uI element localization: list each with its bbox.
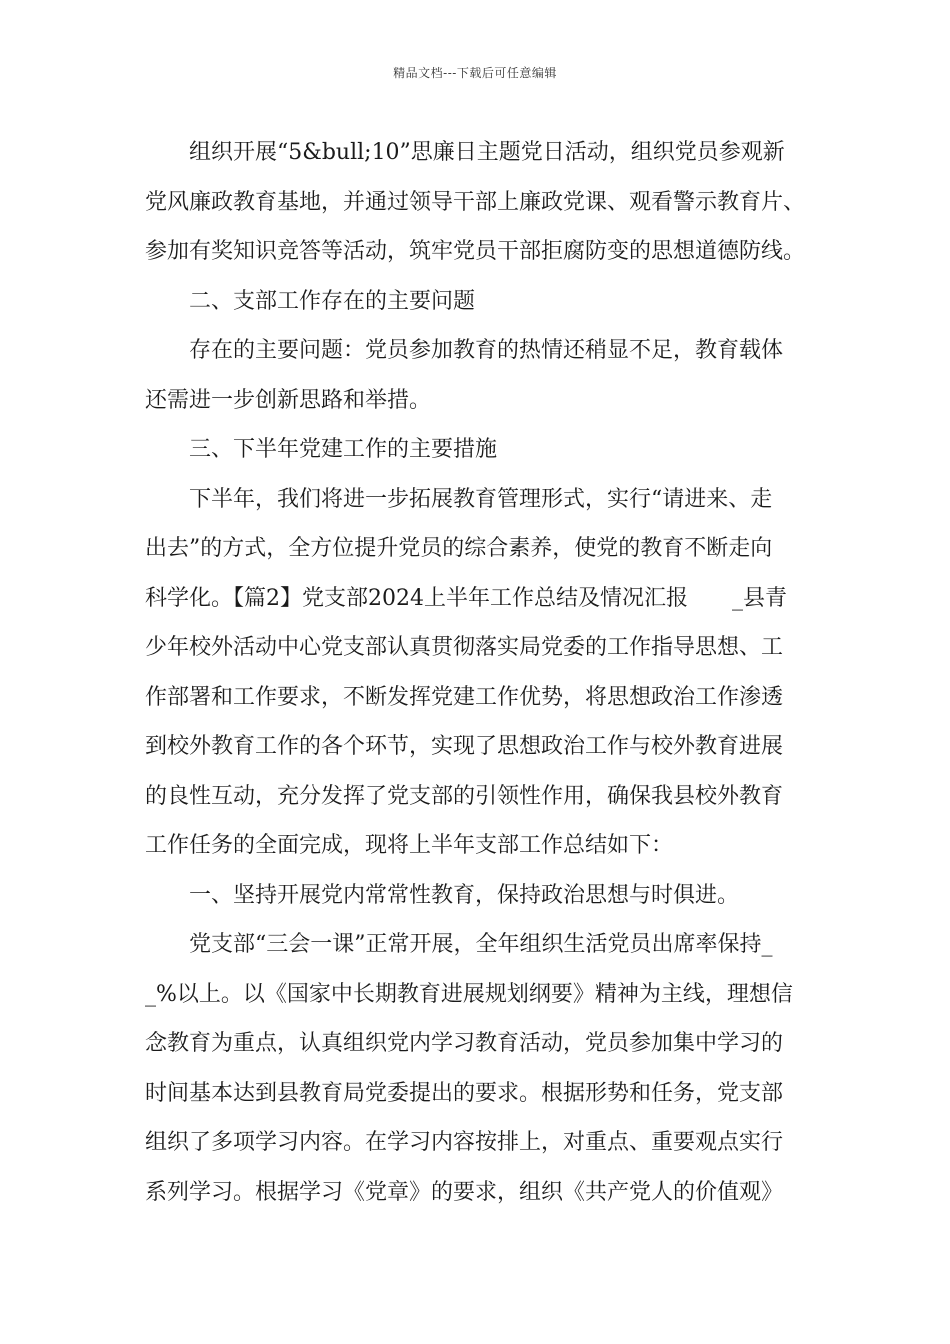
- page-header: 精品文档---下载后可任意编辑: [393, 66, 557, 80]
- document-body: [145, 128, 807, 1217]
- text-line: 系列学习。根据学习《党章》的要求，组织《共产党人的价值观》: [145, 1179, 784, 1205]
- text-line: 党支部“三会一课”正常开展，全年组织生活党员出席率保持_: [189, 932, 773, 957]
- text-line: 组织了多项学习内容。在学习内容按排上，对重点、重要观点实行: [145, 1130, 784, 1155]
- text-line: 科学化。【篇2】党支部2024上半年工作总结及情况汇报 _县青: [145, 585, 787, 611]
- text-line: 少年校外活动中心党支部认真贯彻落实局党委的工作指导思想、工: [145, 635, 784, 660]
- text-line: 党风廉政教育基地，并通过领导干部上廉政党课、观看警示教育片、: [145, 189, 806, 215]
- text-line: 时间基本达到县教育局党委提出的要求。根据形势和任务，党支部: [145, 1080, 784, 1106]
- text-line: 出去”的方式，全方位提升党员的综合素养，使党的教育不断走向: [145, 536, 773, 561]
- text-line: 参加有奖知识竞答等活动，筑牢党员干部拒腐防变的思想道德防线。: [145, 239, 806, 264]
- text-line: 的良性互动，充分发挥了党支部的引领性作用，确保我县校外教育: [145, 783, 784, 809]
- text-line: 组织开展“5&bull;10”思廉日主题党日活动，组织党员参观新: [189, 140, 785, 165]
- text-line: 三、下半年党建工作的主要措施: [189, 437, 498, 462]
- text-line: 到校外教育工作的各个环节，实现了思想政治工作与校外教育进展: [145, 734, 784, 759]
- text-line: 一、坚持开展党内常常性教育，保持政治思想与时俱进。: [189, 882, 740, 908]
- text-line: 念教育为重点，认真组织党内学习教育活动，党员参加集中学习的: [145, 1031, 784, 1056]
- text-line: 二、支部工作存在的主要问题: [189, 288, 476, 314]
- text-line: 工作任务的全面完成，现将上半年支部工作总结如下：: [145, 833, 674, 858]
- text-line: 作部署和工作要求，不断发挥党建工作优势，将思想政治工作渗透: [145, 684, 784, 710]
- text-line: 存在的主要问题：党员参加教育的热情还稍显不足，教育载体: [189, 338, 784, 363]
- text-line: 还需进一步创新思路和举措。: [145, 387, 432, 413]
- text-line: 下半年，我们将进一步拓展教育管理形式，实行“请进来、走: [189, 486, 773, 512]
- text-line: _%以上。以《国家中长期教育进展规划纲要》精神为主线，理想信: [145, 981, 793, 1007]
